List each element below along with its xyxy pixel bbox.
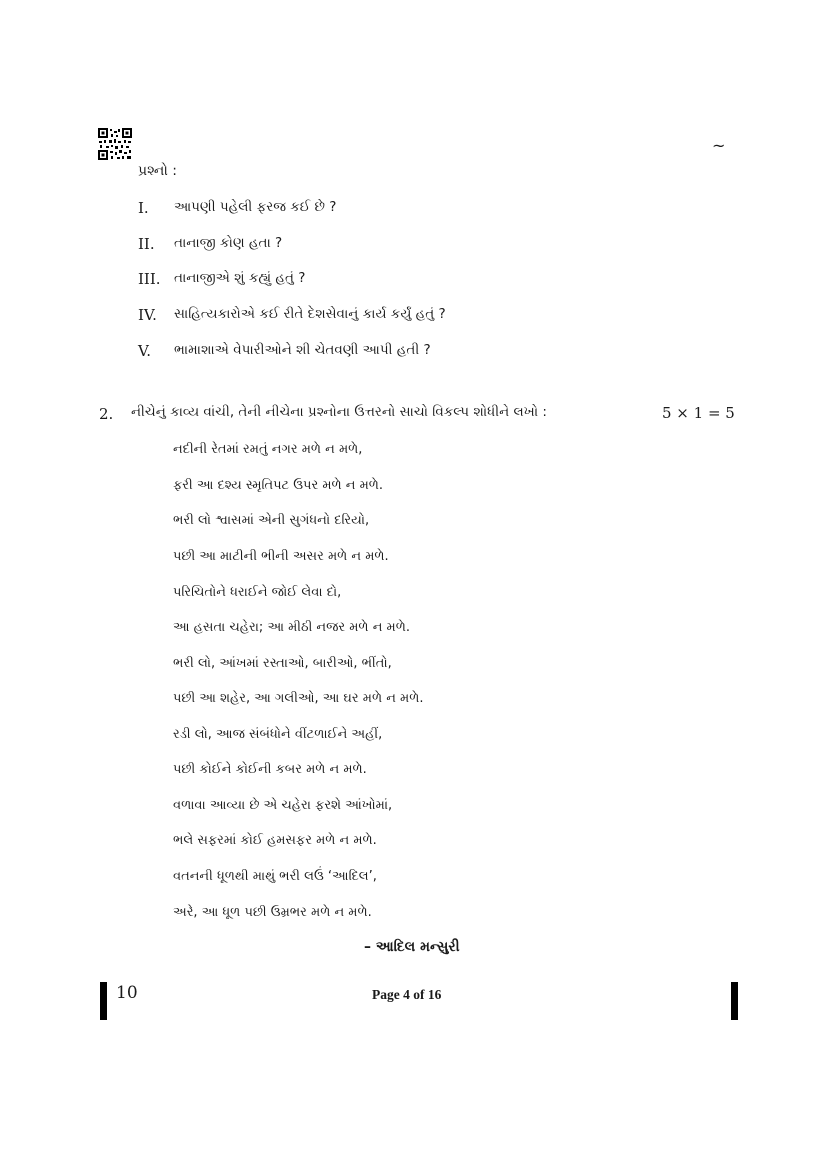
poem-line: અરે, આ ધૂળ પછી ઉમ્રભર મળે ન મળે. [173,905,372,920]
questions-heading: પ્રશ્નો : [138,163,178,179]
qr-code-icon [98,128,132,160]
poem-line: ભલે સફરમાં કોઈ હમસફર મળે ન મળે. [173,833,377,848]
question-text: તાનાજીએ શું કહ્યું હતું ? [174,270,306,286]
question-2-instruction: નીચેનું કાવ્ય વાંચી, તેની નીચેના પ્રશ્નોના ઉત્તરનો સાચો વિકલ્પ શોધીને લખો : [131,404,547,420]
poem-line: પછી આ શહેર, આ ગલીઓ, આ ઘર મળે ન મળે. [173,691,424,706]
question-number: I. [138,199,149,217]
page-number: Page 4 of 16 [372,987,442,1002]
poem-line: નદીની રેતમાં રમતું નગર મળે ન મળે, [173,442,363,457]
question-number: II. [138,235,155,253]
footer-right-bar [731,982,738,1020]
poem-line: પછી કોઈને કોઈની કબર મળે ન મળે. [173,762,367,777]
question-2-number: 2. [99,405,114,423]
poem-line: પરિચિતોને ધરાઈને જોઈ લેવા દો, [173,585,342,600]
question-number: III. [138,270,161,288]
question-number: V. [138,342,151,360]
poem-line: પછી આ માટીની ભીની અસર મળે ન મળે. [173,549,389,564]
poem-line: આ હસતા ચહેરા; આ મીઠી નજર મળે ન મળે. [173,620,410,635]
footer-paper-code: 10 [116,983,138,1003]
poem-author: – આદિલ મન્સુરી [364,939,460,955]
poem-line: ભરી લો શ્વાસમાં એની સુગંધનો દરિયો, [173,513,370,528]
question-number: IV. [138,306,157,324]
question-text: ભામાશાએ વેપારીઓને શી ચેતવણી આપી હતી ? [174,342,431,358]
poem-line: વતનની ધૂળથી માથું ભરી લઉં ‘આદિલ’, [173,869,377,884]
poem-line: વળાવા આવ્યા છે એ ચહેરા ફરશે આંખોમાં, [173,798,393,813]
question-2-marks: 5 × 1 = 5 [662,404,735,422]
tilde-mark: ~ [712,136,726,155]
poem-line: રડી લો, આજ સંબંધોને વીંટળાઈને અહીં, [173,727,383,742]
question-text: આપણી પહેલી ફરજ કઈ છે ? [174,199,337,215]
poem-line: ભરી લો, આંખમાં રસ્તાઓ, બારીઓ, ભીંતો, [173,656,392,671]
question-text: તાનાજી કોણ હતા ? [174,235,283,251]
footer-left-bar [100,982,107,1020]
question-text: સાહિત્યકારોએ કઈ રીતે દેશસેવાનું કાર્ય કર્યું હતું ? [174,306,446,322]
poem-line: ફરી આ દશ્ય સ્મૃતિપટ ઉપર મળે ન મળે. [173,478,384,493]
